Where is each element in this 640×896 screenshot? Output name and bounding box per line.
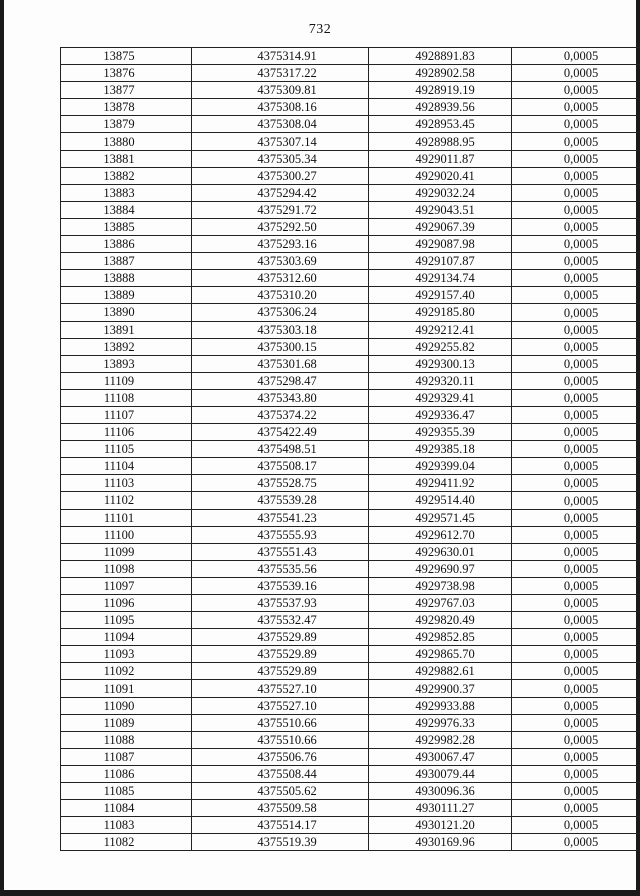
point-number-cell: 13891 [61,321,192,338]
tolerance-value-cell: 0,0005 [512,714,640,731]
x-coordinate-cell: 4375537.93 [192,595,369,612]
table-row [61,783,640,800]
x-coordinate-cell: 4375309.81 [192,82,369,99]
point-number-cell: 13881 [61,150,192,167]
y-coordinate-cell: 4929612.70 [369,526,512,543]
point-number-cell: 11100 [61,526,192,543]
tolerance-value-cell: 0,0005 [512,817,640,834]
y-coordinate-cell: 4929320.11 [369,372,512,389]
point-number-cell: 13889 [61,287,192,304]
x-coordinate-cell: 4375529.89 [192,663,369,680]
x-coordinate-cell: 4375306.24 [192,304,369,321]
point-number-cell: 11095 [61,612,192,629]
tolerance-value-cell: 0,0005 [512,406,640,423]
x-coordinate-cell: 4375374.22 [192,406,369,423]
tolerance-value-cell: 0,0005 [512,646,640,663]
tolerance-value-cell: 0,0005 [512,543,640,560]
x-coordinate-cell: 4375510.66 [192,731,369,748]
tolerance-value-cell: 0,0005 [512,167,640,184]
table-row [61,800,640,817]
y-coordinate-cell: 4929865.70 [369,646,512,663]
x-coordinate-cell: 4375510.66 [192,714,369,731]
point-number-cell: 11098 [61,560,192,577]
tolerance-value-cell: 0,0005 [512,287,640,304]
table-row [61,612,640,629]
table-row [61,543,640,560]
x-coordinate-cell: 4375498.51 [192,441,369,458]
table-row [61,287,640,304]
table-row [61,441,640,458]
tolerance-value-cell: 0,0005 [512,800,640,817]
tolerance-value-cell: 0,0005 [512,526,640,543]
tolerance-value-cell: 0,0005 [512,492,640,509]
tolerance-value-cell: 0,0005 [512,441,640,458]
point-number-cell: 13878 [61,99,192,116]
table-row [61,731,640,748]
table-row [61,424,640,441]
x-coordinate-cell: 4375539.16 [192,577,369,594]
point-number-cell: 13875 [61,48,192,65]
point-number-cell: 13879 [61,116,192,133]
table-row [61,714,640,731]
tolerance-value-cell: 0,0005 [512,748,640,765]
x-coordinate-cell: 4375535.56 [192,560,369,577]
y-coordinate-cell: 4929571.45 [369,509,512,526]
tolerance-value-cell: 0,0005 [512,372,640,389]
point-number-cell: 11101 [61,509,192,526]
table-row [61,509,640,526]
x-coordinate-cell: 4375555.93 [192,526,369,543]
y-coordinate-cell: 4930079.44 [369,765,512,782]
x-coordinate-cell: 4375508.17 [192,458,369,475]
table-row [61,475,640,492]
y-coordinate-cell: 4929067.39 [369,218,512,235]
point-number-cell: 13883 [61,184,192,201]
x-coordinate-cell: 4375317.22 [192,65,369,82]
y-coordinate-cell: 4929982.28 [369,731,512,748]
point-number-cell: 13877 [61,82,192,99]
tolerance-value-cell: 0,0005 [512,389,640,406]
x-coordinate-cell: 4375308.04 [192,116,369,133]
table-row [61,321,640,338]
table-row [61,492,640,509]
table-row [61,167,640,184]
x-coordinate-cell: 4375519.39 [192,834,369,851]
point-number-cell: 11089 [61,714,192,731]
table-row [61,680,640,697]
tolerance-value-cell: 0,0005 [512,99,640,116]
point-number-cell: 11106 [61,424,192,441]
x-coordinate-cell: 4375293.16 [192,236,369,253]
point-number-cell: 11092 [61,663,192,680]
point-number-cell: 11090 [61,697,192,714]
tolerance-value-cell: 0,0005 [512,424,640,441]
point-number-cell: 11107 [61,406,192,423]
y-coordinate-cell: 4929399.04 [369,458,512,475]
tolerance-value-cell: 0,0005 [512,458,640,475]
table-row [61,577,640,594]
table-row [61,201,640,218]
point-number-cell: 11097 [61,577,192,594]
tolerance-value-cell: 0,0005 [512,612,640,629]
tolerance-value-cell: 0,0005 [512,133,640,150]
y-coordinate-cell: 4929933.88 [369,697,512,714]
table-row [61,150,640,167]
tolerance-value-cell: 0,0005 [512,321,640,338]
x-coordinate-cell: 4375308.16 [192,99,369,116]
point-number-cell: 11104 [61,458,192,475]
point-number-cell: 11088 [61,731,192,748]
tolerance-value-cell: 0,0005 [512,48,640,65]
table-row [61,663,640,680]
y-coordinate-cell: 4929900.37 [369,680,512,697]
point-number-cell: 11085 [61,783,192,800]
x-coordinate-cell: 4375527.10 [192,697,369,714]
x-coordinate-cell: 4375300.15 [192,338,369,355]
table-row [61,560,640,577]
y-coordinate-cell: 4929157.40 [369,287,512,304]
point-number-cell: 13876 [61,65,192,82]
x-coordinate-cell: 4375527.10 [192,680,369,697]
scan-border-left [0,0,4,896]
tolerance-value-cell: 0,0005 [512,697,640,714]
point-number-cell: 13890 [61,304,192,321]
y-coordinate-cell: 4929690.97 [369,560,512,577]
table-row [61,629,640,646]
table-row [61,82,640,99]
y-coordinate-cell: 4929032.24 [369,184,512,201]
x-coordinate-cell: 4375303.18 [192,321,369,338]
point-number-cell: 11086 [61,765,192,782]
y-coordinate-cell: 4929134.74 [369,270,512,287]
y-coordinate-cell: 4929329.41 [369,389,512,406]
tolerance-value-cell: 0,0005 [512,150,640,167]
x-coordinate-cell: 4375300.27 [192,167,369,184]
table-row [61,817,640,834]
point-number-cell: 11108 [61,389,192,406]
x-coordinate-cell: 4375314.91 [192,48,369,65]
y-coordinate-cell: 4929355.39 [369,424,512,441]
x-coordinate-cell: 4375528.75 [192,475,369,492]
table-row [61,218,640,235]
x-coordinate-cell: 4375294.42 [192,184,369,201]
x-coordinate-cell: 4375343.80 [192,389,369,406]
tolerance-value-cell: 0,0005 [512,765,640,782]
x-coordinate-cell: 4375422.49 [192,424,369,441]
y-coordinate-cell: 4929107.87 [369,253,512,270]
table-row [61,458,640,475]
y-coordinate-cell: 4928891.83 [369,48,512,65]
y-coordinate-cell: 4930169.96 [369,834,512,851]
table-row [61,697,640,714]
table-row [61,389,640,406]
tolerance-value-cell: 0,0005 [512,595,640,612]
table-row [61,646,640,663]
x-coordinate-cell: 4375505.62 [192,783,369,800]
table-row [61,253,640,270]
x-coordinate-cell: 4375514.17 [192,817,369,834]
x-coordinate-cell: 4375532.47 [192,612,369,629]
y-coordinate-cell: 4929738.98 [369,577,512,594]
point-number-cell: 13886 [61,236,192,253]
y-coordinate-cell: 4928939.56 [369,99,512,116]
tolerance-value-cell: 0,0005 [512,236,640,253]
table-row [61,355,640,372]
tolerance-value-cell: 0,0005 [512,509,640,526]
table-row [61,133,640,150]
table-row [61,184,640,201]
point-number-cell: 13882 [61,167,192,184]
point-number-cell: 13888 [61,270,192,287]
table-row [61,406,640,423]
y-coordinate-cell: 4929011.87 [369,150,512,167]
y-coordinate-cell: 4929514.40 [369,492,512,509]
x-coordinate-cell: 4375539.28 [192,492,369,509]
y-coordinate-cell: 4929185.80 [369,304,512,321]
x-coordinate-cell: 4375298.47 [192,372,369,389]
point-number-cell: 11087 [61,748,192,765]
point-number-cell: 11105 [61,441,192,458]
point-number-cell: 13885 [61,218,192,235]
point-number-cell: 13887 [61,253,192,270]
x-coordinate-cell: 4375291.72 [192,201,369,218]
tolerance-value-cell: 0,0005 [512,355,640,372]
x-coordinate-cell: 4375301.68 [192,355,369,372]
tolerance-value-cell: 0,0005 [512,834,640,851]
point-number-cell: 11091 [61,680,192,697]
y-coordinate-cell: 4928919.19 [369,82,512,99]
table-row [61,65,640,82]
point-number-cell: 13892 [61,338,192,355]
y-coordinate-cell: 4929336.47 [369,406,512,423]
y-coordinate-cell: 4929043.51 [369,201,512,218]
table-row [61,595,640,612]
table-row [61,372,640,389]
y-coordinate-cell: 4929852.85 [369,629,512,646]
tolerance-value-cell: 0,0005 [512,304,640,321]
tolerance-value-cell: 0,0005 [512,270,640,287]
y-coordinate-cell: 4929255.82 [369,338,512,355]
tolerance-value-cell: 0,0005 [512,338,640,355]
tolerance-value-cell: 0,0005 [512,560,640,577]
x-coordinate-cell: 4375529.89 [192,646,369,663]
point-number-cell: 11093 [61,646,192,663]
x-coordinate-cell: 4375508.44 [192,765,369,782]
tolerance-value-cell: 0,0005 [512,680,640,697]
tolerance-value-cell: 0,0005 [512,663,640,680]
scan-border-bottom [0,890,640,896]
y-coordinate-cell: 4928953.45 [369,116,512,133]
point-number-cell: 11102 [61,492,192,509]
table-row [61,236,640,253]
point-number-cell: 13893 [61,355,192,372]
table-row [61,99,640,116]
tolerance-value-cell: 0,0005 [512,65,640,82]
tolerance-value-cell: 0,0005 [512,253,640,270]
y-coordinate-cell: 4930121.20 [369,817,512,834]
tolerance-value-cell: 0,0005 [512,82,640,99]
coordinates-table [60,47,640,851]
point-number-cell: 11082 [61,834,192,851]
y-coordinate-cell: 4929300.13 [369,355,512,372]
tolerance-value-cell: 0,0005 [512,218,640,235]
y-coordinate-cell: 4929385.18 [369,441,512,458]
table-row [61,526,640,543]
x-coordinate-cell: 4375312.60 [192,270,369,287]
point-number-cell: 13884 [61,201,192,218]
tolerance-value-cell: 0,0005 [512,731,640,748]
x-coordinate-cell: 4375541.23 [192,509,369,526]
x-coordinate-cell: 4375303.69 [192,253,369,270]
point-number-cell: 11096 [61,595,192,612]
table-row [61,748,640,765]
x-coordinate-cell: 4375310.20 [192,287,369,304]
y-coordinate-cell: 4929020.41 [369,167,512,184]
y-coordinate-cell: 4929087.98 [369,236,512,253]
x-coordinate-cell: 4375506.76 [192,748,369,765]
table-row [61,304,640,321]
y-coordinate-cell: 4930067.47 [369,748,512,765]
point-number-cell: 11099 [61,543,192,560]
point-number-cell: 11103 [61,475,192,492]
tolerance-value-cell: 0,0005 [512,184,640,201]
point-number-cell: 11084 [61,800,192,817]
x-coordinate-cell: 4375529.89 [192,629,369,646]
page-number: 732 [308,22,332,37]
tolerance-value-cell: 0,0005 [512,783,640,800]
table-row [61,765,640,782]
y-coordinate-cell: 4929882.61 [369,663,512,680]
point-number-cell: 11094 [61,629,192,646]
point-number-cell: 13880 [61,133,192,150]
tolerance-value-cell: 0,0005 [512,116,640,133]
y-coordinate-cell: 4929212.41 [369,321,512,338]
table-row [61,116,640,133]
x-coordinate-cell: 4375509.58 [192,800,369,817]
tolerance-value-cell: 0,0005 [512,475,640,492]
y-coordinate-cell: 4929976.33 [369,714,512,731]
table-row [61,270,640,287]
y-coordinate-cell: 4930096.36 [369,783,512,800]
coordinates-table-body [61,48,640,851]
point-number-cell: 11083 [61,817,192,834]
table-row [61,834,640,851]
x-coordinate-cell: 4375292.50 [192,218,369,235]
y-coordinate-cell: 4929820.49 [369,612,512,629]
tolerance-value-cell: 0,0005 [512,201,640,218]
y-coordinate-cell: 4928988.95 [369,133,512,150]
y-coordinate-cell: 4929411.92 [369,475,512,492]
y-coordinate-cell: 4929630.01 [369,543,512,560]
tolerance-value-cell: 0,0005 [512,577,640,594]
x-coordinate-cell: 4375307.14 [192,133,369,150]
x-coordinate-cell: 4375551.43 [192,543,369,560]
table-row [61,48,640,65]
y-coordinate-cell: 4930111.27 [369,800,512,817]
y-coordinate-cell: 4929767.03 [369,595,512,612]
table-row [61,338,640,355]
x-coordinate-cell: 4375305.34 [192,150,369,167]
point-number-cell: 11109 [61,372,192,389]
tolerance-value-cell: 0,0005 [512,629,640,646]
y-coordinate-cell: 4928902.58 [369,65,512,82]
